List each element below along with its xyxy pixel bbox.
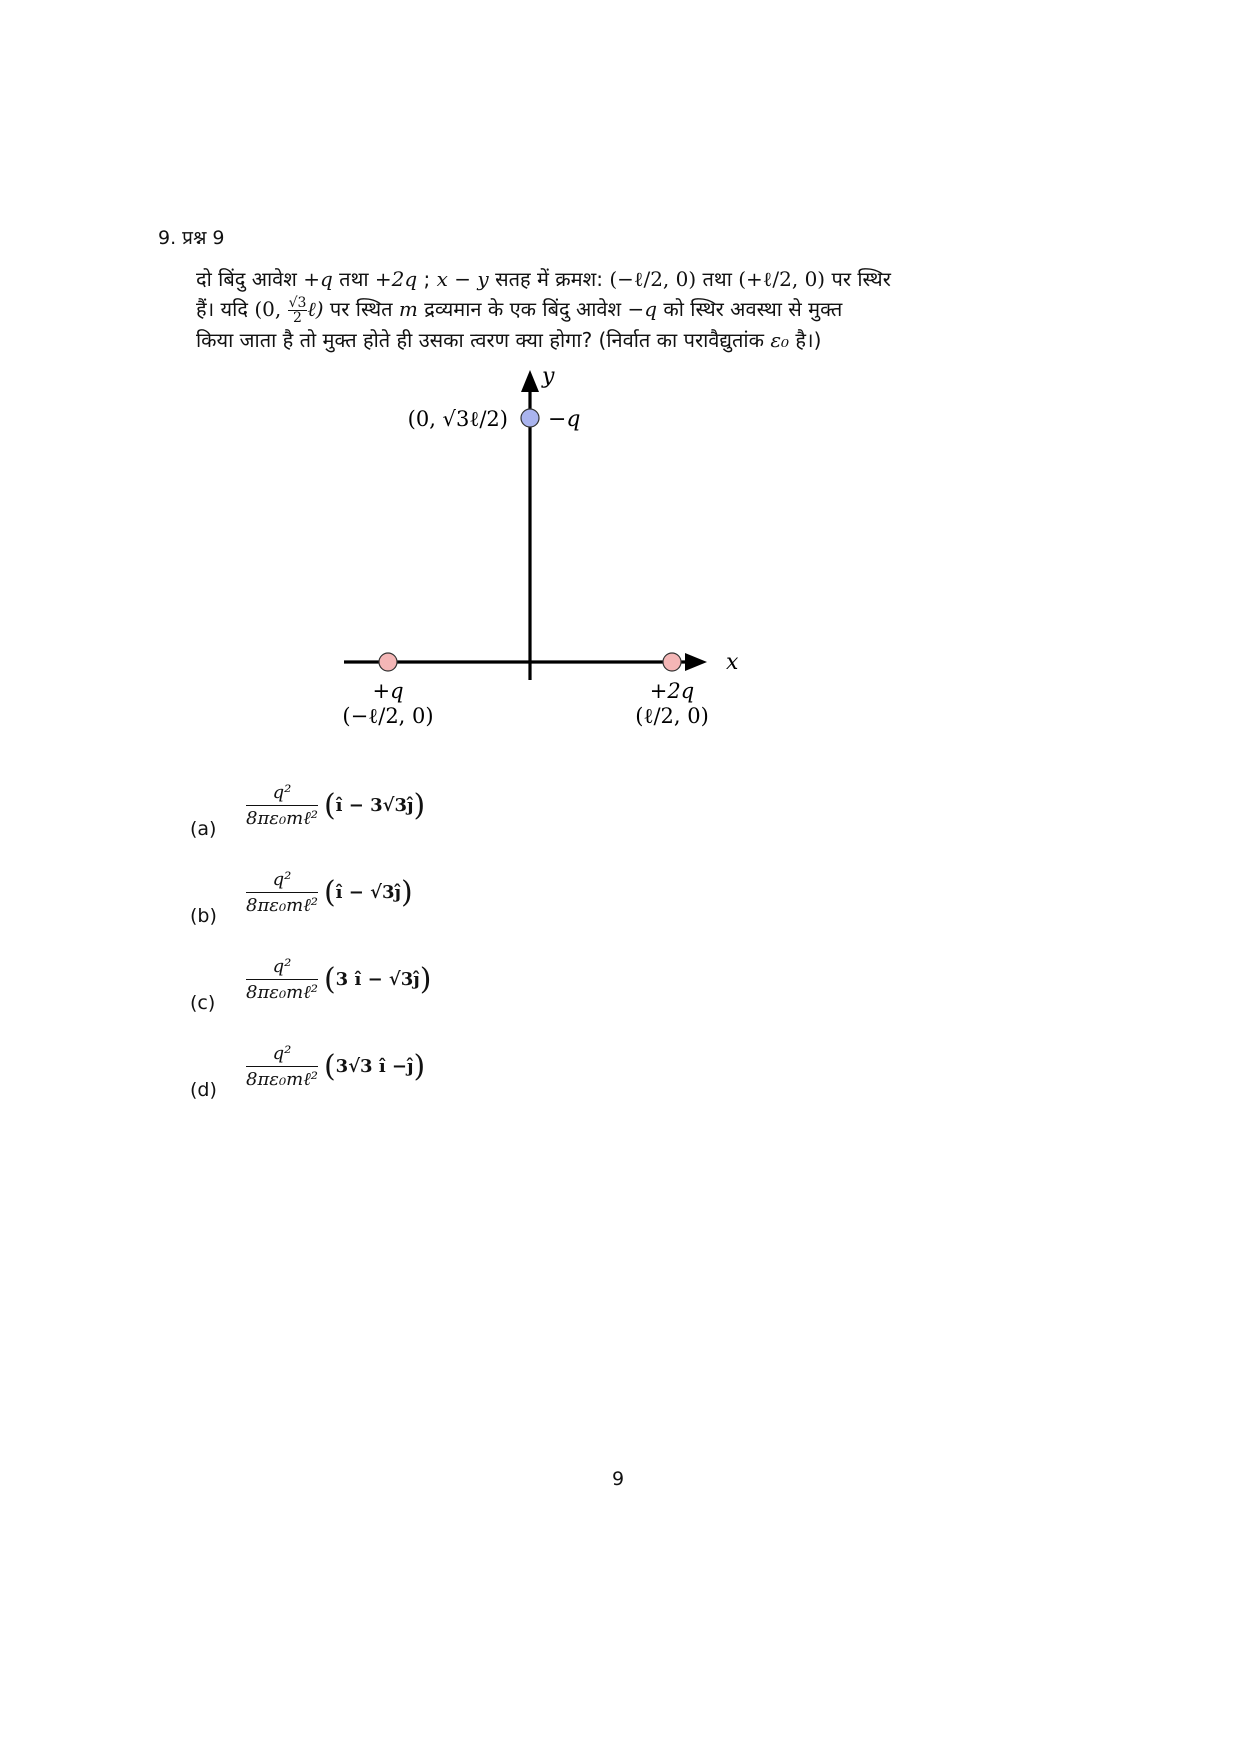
option-a-expression: $\frac{\text{q²}}{\text{8πε₀mℓ²}}$ ( î − 3√3 ĵ ) <box>246 782 426 829</box>
y-axis-label: y <box>542 365 555 389</box>
top-charge-label: −q <box>548 407 581 432</box>
option-a-label: (a) <box>190 818 217 840</box>
left-charge-coordinate: (−ℓ/2, 0) <box>342 704 434 728</box>
left-charge-label: +q <box>372 679 404 703</box>
option-b-expression: $\frac{\text{q²}}{\text{8πε₀mℓ²}}$ ( î − √3 ĵ ) <box>246 869 413 916</box>
question-line-1: दो बिंदु आवेश +q तथा +2q ; x − y सतह में क्रमश: (−ℓ/2, 0) तथा (+ℓ/2, 0) पर स्थिर <box>196 267 891 291</box>
option-c-label: (c) <box>190 992 216 1014</box>
question-number: 9. <box>158 227 177 249</box>
top-charge-coordinate: (0, √3ℓ/2) <box>407 407 508 431</box>
question-title: प्रश्न 9 <box>182 227 225 249</box>
question-line-2: हैं। यदि (0, $\frac{√3}{2}$ ℓ) पर स्थित m द्रव्यमान के एक बिंदु आवेश −q को स्थिर अवस्था से मुक्त <box>196 295 843 326</box>
left-positive-charge-marker <box>379 653 397 671</box>
question-line-3: किया जाता है तो मुक्त होते ही उसका त्वरण क्या होगा? (निर्वात का परावैद्युतांक ε₀ है।) <box>196 328 822 352</box>
question-header <box>158 224 231 250</box>
option-d-label: (d) <box>190 1079 217 1101</box>
question-text <box>196 264 891 355</box>
page-number: 9 <box>612 1468 625 1490</box>
option-b-label: (b) <box>190 905 217 927</box>
right-charge-label: +2q <box>649 679 695 703</box>
option-c-expression: $\frac{\text{q²}}{\text{8πε₀mℓ²}}$ ( 3 î − √3 ĵ ) <box>246 956 432 1003</box>
right-positive-charge-marker <box>663 653 681 671</box>
option-d-expression: $\frac{\text{q²}}{\text{8πε₀mℓ²}}$ ( 3√3 î − ĵ ) <box>246 1043 426 1090</box>
sqrt3-over-2-fraction: $\frac{√3}{2}$ <box>288 295 307 326</box>
x-axis-arrowhead <box>685 653 707 671</box>
negative-charge-marker <box>521 409 539 427</box>
right-charge-coordinate: (ℓ/2, 0) <box>635 704 709 728</box>
charge-diagram <box>330 365 760 735</box>
y-axis-arrowhead <box>521 370 539 392</box>
x-axis-label: x <box>726 650 739 675</box>
